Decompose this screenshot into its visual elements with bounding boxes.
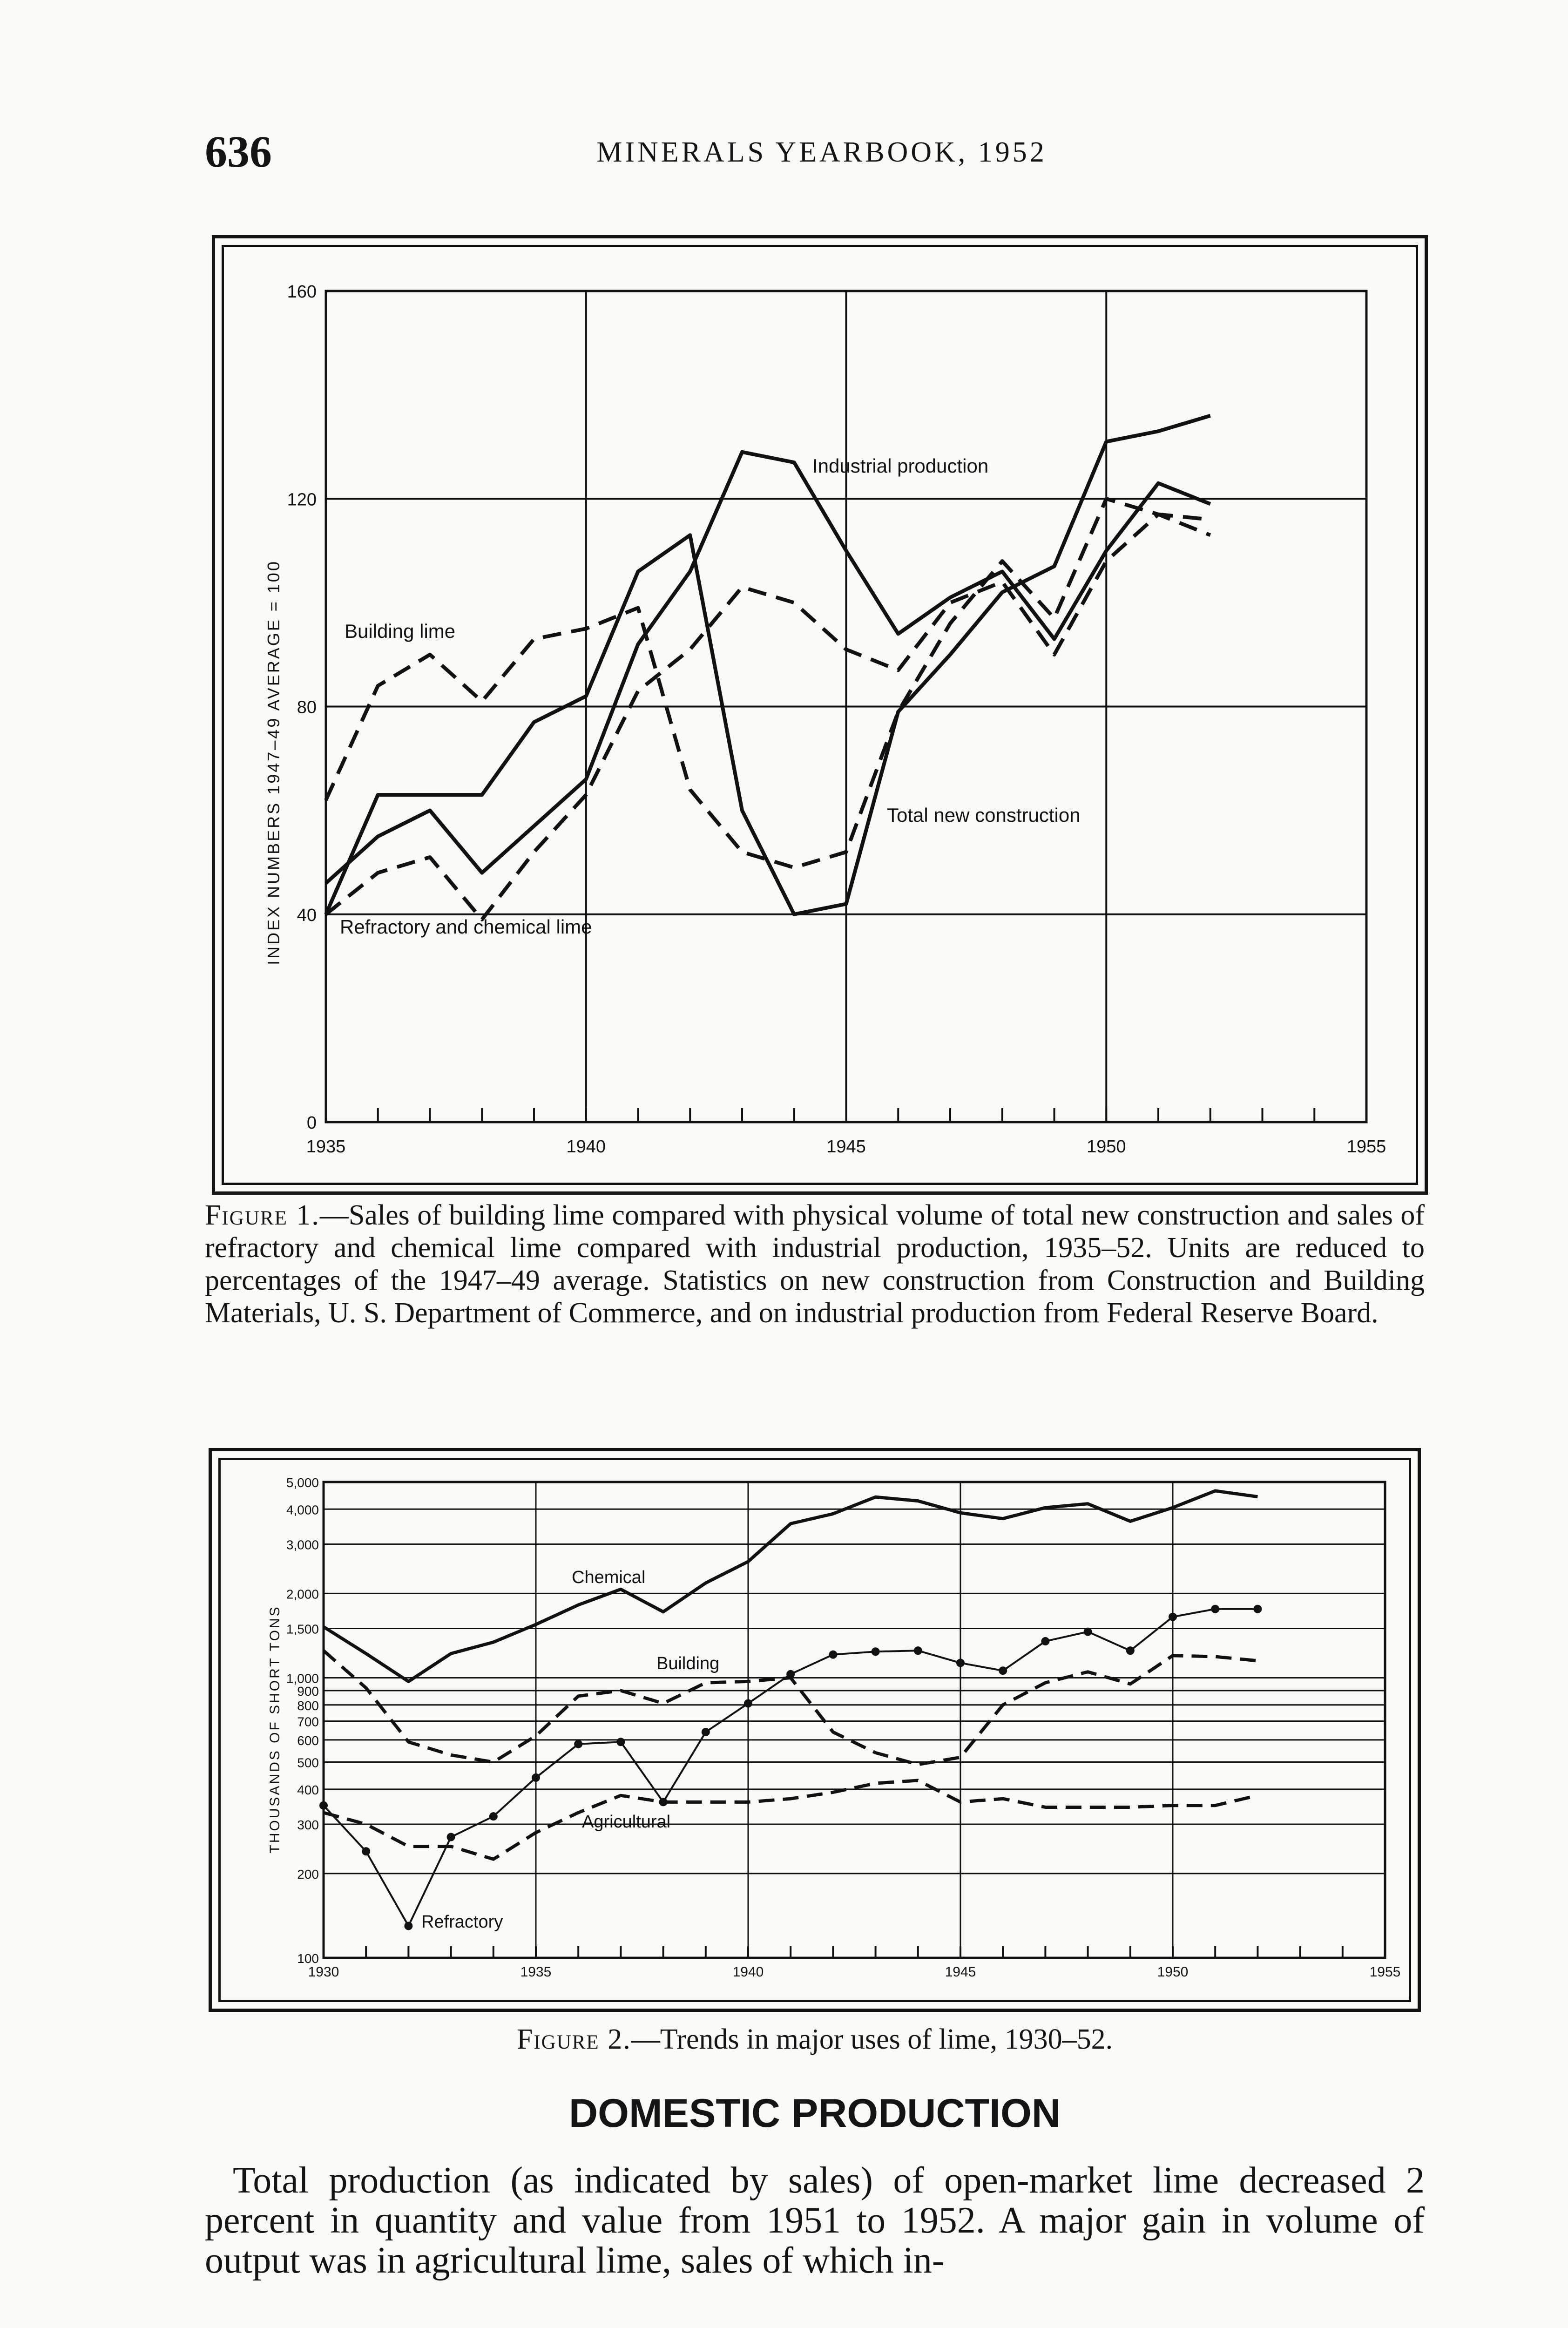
- annotation-refractory: Refractory: [421, 1912, 503, 1932]
- page-number: 636: [205, 127, 272, 176]
- figure2-caption: [205, 2023, 1425, 2056]
- series-marker-refractory: [404, 1922, 412, 1930]
- series-marker-refractory: [829, 1651, 837, 1659]
- series-marker-refractory: [1169, 1613, 1177, 1621]
- body-paragraph: Total production (as indicated by sales) of open-market lime decreased 2 percent in quantity and value from 1951 to 1952. A major gain in volume of output was in agricultural lime, sales of which in-: [205, 2160, 1425, 2281]
- annotation-building: Building: [656, 1654, 720, 1673]
- series-marker-refractory: [447, 1833, 455, 1841]
- y-tick-label: 160: [287, 282, 317, 302]
- x-tick-label: 1950: [1086, 1137, 1126, 1157]
- series-marker-refractory: [1253, 1605, 1262, 1613]
- annotation-refractory-and-chemical-lime: Refractory and chemical lime: [340, 916, 592, 938]
- y-tick-label: 700: [297, 1714, 319, 1729]
- y-tick-label: 100: [297, 1951, 319, 1966]
- x-tick-label: 1930: [308, 1964, 339, 1980]
- y-tick-label: 400: [297, 1782, 319, 1797]
- annotation-agricultural: Agricultural: [582, 1812, 671, 1832]
- series-marker-refractory: [744, 1699, 752, 1708]
- y-tick-label: 4,000: [286, 1502, 319, 1517]
- series-marker-refractory: [956, 1659, 965, 1667]
- x-tick-label: 1940: [566, 1137, 606, 1157]
- y-tick-label: 2,000: [286, 1587, 319, 1602]
- figure1-caption-label: Figure 1.: [205, 1199, 320, 1231]
- section-heading: DOMESTIC PRODUCTION: [569, 2091, 1061, 2136]
- y-tick-label: 500: [297, 1755, 319, 1770]
- series-marker-refractory: [489, 1812, 498, 1820]
- y-tick-label: 120: [287, 490, 317, 510]
- series-marker-refractory: [786, 1670, 795, 1678]
- y-tick-label: 1,000: [286, 1671, 319, 1686]
- series-marker-refractory: [319, 1801, 328, 1810]
- x-tick-label: 1945: [945, 1964, 976, 1980]
- series-marker-refractory: [659, 1798, 668, 1806]
- series-marker-refractory: [616, 1738, 625, 1746]
- series-marker-refractory: [1041, 1637, 1049, 1645]
- series-marker-refractory: [574, 1740, 582, 1748]
- y-tick-label: 900: [297, 1684, 319, 1699]
- y-tick-label: 1,500: [286, 1622, 319, 1637]
- y-tick-label: 800: [297, 1698, 319, 1713]
- x-tick-label: 1945: [826, 1137, 866, 1157]
- y-tick-label: 5,000: [286, 1475, 319, 1490]
- y-tick-label: 3,000: [286, 1537, 319, 1552]
- series-line-agricultural: [324, 1780, 1257, 1859]
- figure2-caption-text: —Trends in major uses of lime, 1930–52.: [631, 2023, 1113, 2055]
- figure2-caption-label: Figure 2.: [516, 2023, 631, 2055]
- series-line-chemical: [324, 1491, 1257, 1681]
- x-tick-label: 1955: [1346, 1137, 1386, 1157]
- y-axis-label: INDEX NUMBERS 1947–49 AVERAGE = 100: [264, 560, 283, 965]
- y-tick-label: 300: [297, 1817, 319, 1832]
- series-marker-refractory: [999, 1666, 1007, 1675]
- x-tick-label: 1955: [1369, 1964, 1401, 1980]
- y-tick-label: 600: [297, 1733, 319, 1748]
- series-line-refractory: [324, 1609, 1257, 1926]
- series-marker-refractory: [1211, 1605, 1219, 1613]
- y-tick-label: 80: [297, 697, 317, 717]
- x-tick-label: 1935: [520, 1964, 552, 1980]
- series-marker-refractory: [1126, 1646, 1135, 1655]
- y-tick-label: 0: [306, 1113, 317, 1133]
- y-tick-label: 200: [297, 1867, 319, 1881]
- plot-area: [324, 1482, 1385, 1958]
- annotation-total-new-construction: Total new construction: [887, 804, 1081, 826]
- running-title: MINERALS YEARBOOK, 1952: [596, 136, 1047, 168]
- figure1-caption-text: —Sales of building lime compared with physical volume of total new construction and sales of refractory and chemical lime compared with industrial production, 1935–52. Units are reduced to percentages of the 1947–49 average. Statistics on new construction from Construction and Building Materials, U. S. Department of Commerce, and on industrial production from Federal Reserve Board.: [205, 1199, 1425, 1329]
- annotation-industrial-production: Industrial production: [812, 455, 989, 477]
- annotation-chemical: Chemical: [572, 1568, 646, 1587]
- x-tick-label: 1950: [1157, 1964, 1189, 1980]
- series-marker-refractory: [362, 1847, 370, 1855]
- y-axis-label: THOUSANDS OF SHORT TONS: [267, 1605, 283, 1854]
- series-marker-refractory: [872, 1647, 880, 1656]
- x-tick-label: 1940: [732, 1964, 764, 1980]
- series-marker-refractory: [532, 1773, 540, 1782]
- x-tick-label: 1935: [306, 1137, 346, 1157]
- y-tick-label: 40: [297, 905, 317, 925]
- series-marker-refractory: [914, 1646, 922, 1655]
- annotation-building-lime: Building lime: [345, 620, 456, 642]
- series-marker-refractory: [1084, 1628, 1092, 1636]
- series-line-building: [324, 1651, 1257, 1765]
- series-marker-refractory: [702, 1728, 710, 1736]
